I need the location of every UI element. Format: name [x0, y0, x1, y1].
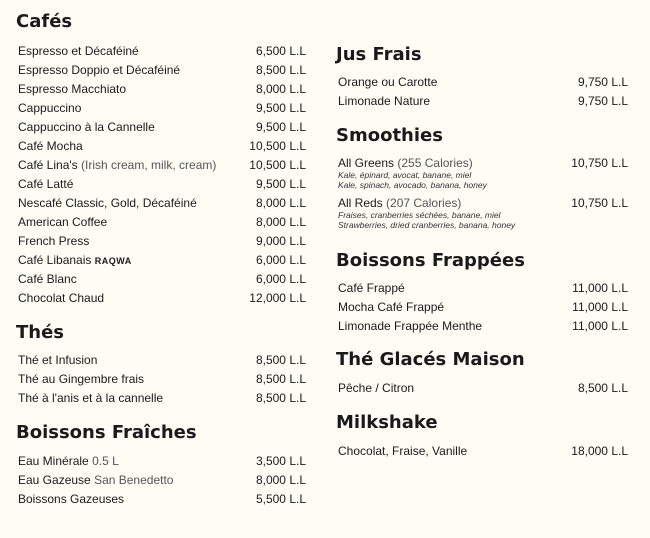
menu-item: Orange ou Carotte 9,750 L.L [338, 75, 628, 89]
menu-item: French Press 9,000 L.L [18, 234, 306, 248]
ingredients-fr: Fraises, cranberries séchées, banane, miel [338, 210, 501, 220]
cafes-list [18, 42, 306, 308]
section-title-boissons-fraiches: Boissons Fraîches [16, 422, 197, 443]
section-title-thes: Thés [16, 322, 65, 343]
frappees-list [338, 279, 628, 336]
smoothies-list [338, 156, 628, 236]
menu-item: Cappuccino 9,500 L.L [18, 101, 306, 115]
menu-item: All Greens (255 Calories) Kale, épinard, avocat, banane, miel Kale, spinach, avocado, banana, honey 10,750 L.L [338, 156, 628, 190]
section-title-smoothies: Smoothies [336, 125, 443, 146]
menu-item: Espresso et Décaféiné 6,500 L.L [18, 44, 306, 58]
jus-list [338, 73, 628, 111]
section-title-cafes: Cafés [16, 11, 73, 32]
section-title-the-glaces: Thé Glacés Maison [336, 349, 525, 370]
menu-item: Thé au Gingembre frais 8,500 L.L [18, 372, 306, 386]
milkshake-list [338, 442, 628, 461]
menu-item: Thé et Infusion 8,500 L.L [18, 353, 306, 367]
glaces-list [338, 379, 628, 398]
menu-item: Boissons Gazeuses 5,500 L.L [18, 492, 306, 506]
menu-item: Eau Minérale 0.5 L 3,500 L.L [18, 454, 306, 468]
ingredients-fr: Kale, épinard, avocat, banane, miel [338, 170, 472, 180]
ingredients-en: Strawberries, dried cranberries, banana, honey [338, 220, 516, 230]
section-title-jus-frais: Jus Frais [336, 44, 422, 65]
menu-item: Limonade Frappée Menthe 11,000 L.L [338, 319, 628, 333]
thes-list [18, 351, 306, 408]
calories-note: (207 Calories) [386, 196, 462, 210]
menu-item: Chocolat Chaud 12,000 L.L [18, 291, 306, 305]
brand-label: RAQWA [94, 256, 132, 266]
menu-item: Nescafé Classic, Gold, Décaféiné 8,000 L.L [18, 196, 306, 210]
menu-item: Thé à l'anis et à la cannelle 8,500 L.L [18, 391, 306, 405]
menu-item: Café Blanc 6,000 L.L [18, 272, 306, 286]
menu-item: Cappuccino à la Cannelle 9,500 L.L [18, 120, 306, 134]
menu-item: Chocolat, Fraise, Vanille 18,000 L.L [338, 444, 628, 458]
menu-item: Café Mocha 10,500 L.L [18, 139, 306, 153]
menu-item: Mocha Café Frappé 11,000 L.L [338, 300, 628, 314]
item-note: San Benedetto [94, 473, 174, 487]
menu-item: Pêche / Citron 8,500 L.L [338, 381, 628, 395]
menu-item: Espresso Doppio et Décaféiné 8,500 L.L [18, 63, 306, 77]
ingredients-en: Kale, spinach, avocado, banana, honey [338, 180, 487, 190]
calories-note: (255 Calories) [397, 156, 473, 170]
menu-item: Café Libanais RAQWA 6,000 L.L [18, 253, 306, 267]
menu-item: American Coffee 8,000 L.L [18, 215, 306, 229]
menu-item: Café Latté 9,500 L.L [18, 177, 306, 191]
section-title-boissons-frappees: Boissons Frappées [336, 250, 525, 271]
menu-item: Espresso Macchiato 8,000 L.L [18, 82, 306, 96]
menu-item: Limonade Nature 9,750 L.L [338, 94, 628, 108]
menu-item: All Reds (207 Calories) Fraises, cranberries séchées, banane, miel Strawberries, dried cranberries, banana, honey 10,750 L.L [338, 196, 628, 230]
fraiches-list [18, 452, 306, 509]
menu-item: Eau Gazeuse San Benedetto 8,000 L.L [18, 473, 306, 487]
section-title-milkshake: Milkshake [336, 412, 438, 433]
menu-item: Café Lina's (Irish cream, milk, cream) 10,500 L.L [18, 158, 306, 172]
item-note: 0.5 L [92, 454, 119, 468]
item-note: (Irish cream, milk, cream) [81, 158, 217, 172]
menu-item: Café Frappé 11,000 L.L [338, 281, 628, 295]
